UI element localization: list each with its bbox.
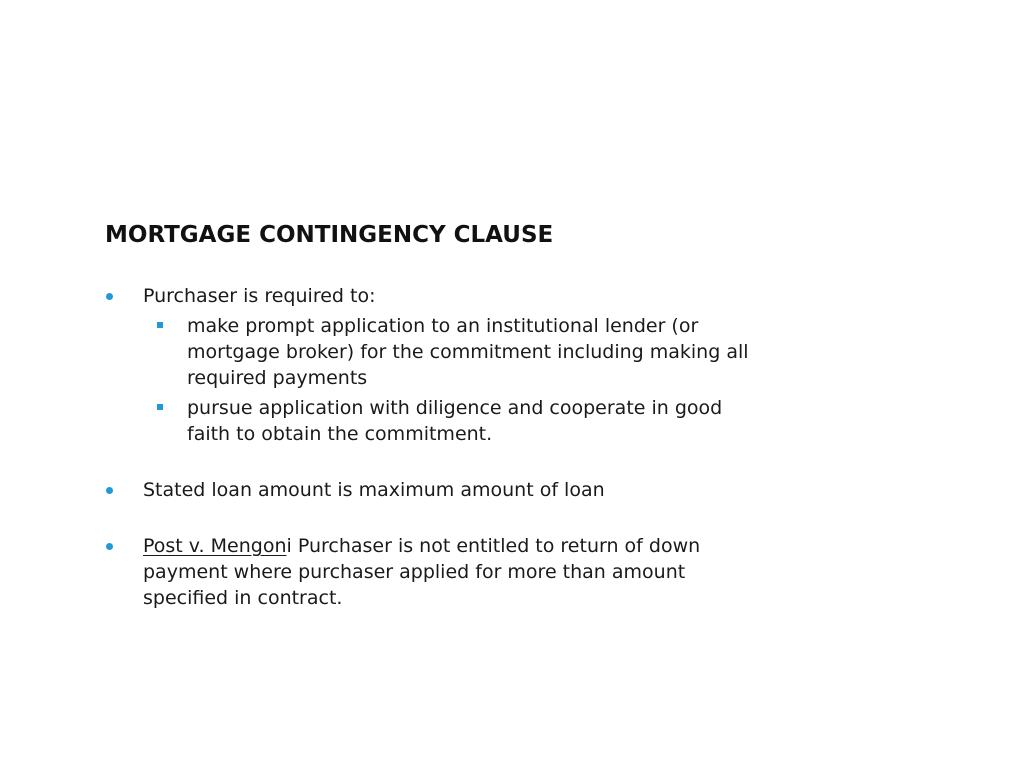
bullet-text: Purchaser is required to: bbox=[143, 285, 376, 307]
bullet-text: i Purchaser is not entitled to return of down payment where purchaser applied for more than amount specified in contract. bbox=[143, 535, 701, 609]
sub-bullet-prompt-application bbox=[187, 313, 767, 391]
bullet-dot-icon bbox=[106, 487, 113, 494]
bullet-purchaser-required bbox=[143, 283, 763, 309]
bullet-post-v-mengoni bbox=[143, 533, 763, 611]
case-name: Post v. Mengon bbox=[143, 535, 287, 557]
bullet-dot-icon bbox=[106, 543, 113, 550]
bullet-stated-loan-amount bbox=[143, 477, 763, 503]
sub-bullet-text: make prompt application to an institutional lender (or mortgage broker) for the commitment including making all required payments bbox=[187, 315, 749, 389]
bullet-dot-icon bbox=[106, 293, 113, 300]
square-bullet-icon bbox=[157, 322, 163, 328]
sub-bullet-text: pursue application with diligence and cooperate in good faith to obtain the commitment. bbox=[187, 397, 723, 445]
slide-title: MORTGAGE CONTINGENCY CLAUSE bbox=[105, 222, 554, 248]
sub-bullet-pursue-application bbox=[187, 395, 767, 447]
square-bullet-icon bbox=[157, 404, 163, 410]
bullet-text: Stated loan amount is maximum amount of loan bbox=[143, 479, 605, 501]
